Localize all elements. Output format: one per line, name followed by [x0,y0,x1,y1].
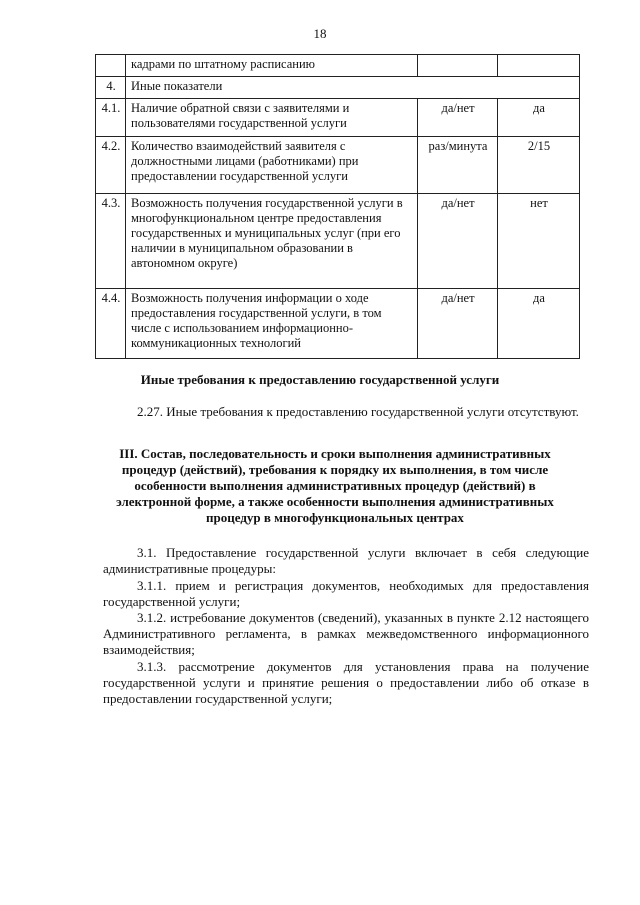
row-value: да [498,99,580,137]
row-unit [418,55,498,77]
row-value: да [498,289,580,359]
table-row [96,137,580,194]
row-unit: да/нет [418,289,498,359]
row-number: 4.3. [96,194,126,289]
row-unit: да/нет [418,99,498,137]
table-row [96,194,580,289]
paragraph-2-27: 2.27. Иные требования к предоставлению государственной услуги отсутствуют. [137,404,579,419]
paragraph-3-1-3: 3.1.3. рассмотрение документов для установления права на получение государственной услуги и принятие решения о предоставлении либо об отказе в предоставлении государственной услуги; [103,659,589,706]
table-row [96,99,580,137]
table-row [96,289,580,359]
row-text: Количество взаимодействий заявителя с должностными лицами (работниками) при предоставлении государственной услуги [126,137,418,194]
row-text: Возможность получения государственной услуги в многофункциональном центре предоставления государственных и муниципальных услуг (при его наличии в муниципальном образовании в автономном округе) [126,194,418,289]
row-value [498,55,580,77]
table-row [96,55,580,77]
row-number: 4.1. [96,99,126,137]
paragraph-3-1-1: 3.1.1. прием и регистрация документов, необходимых для предоставления государственной услуги; [103,578,589,609]
row-text: кадрами по штатному расписанию [126,55,418,77]
row-value: нет [498,194,580,289]
row-unit: раз/минута [418,137,498,194]
indicators-table [95,54,580,359]
subheading: Иные требования к предоставлению государственной услуги [140,372,500,387]
paragraph-3-1-2: 3.1.2. истребование документов (сведений), указанных в пункте 2.12 настоящего Административного регламента, в рамках межведомственного информационного взаимодействия; [103,610,589,657]
paragraph-3-1: 3.1. Предоставление государственной услуги включает в себя следующие административные процедуры: [103,545,589,576]
row-unit: да/нет [418,194,498,289]
row-number: 4. [96,77,126,99]
row-text: Наличие обратной связи с заявителями и пользователями государственной услуги [126,99,418,137]
row-number [96,55,126,77]
row-text: Возможность получения информации о ходе предоставления государственной услуги, в том числе с использованием информационно-коммуникационных технологий [126,289,418,359]
row-text: Иные показатели [126,77,580,99]
table-row [96,77,580,99]
row-number: 4.2. [96,137,126,194]
row-value: 2/15 [498,137,580,194]
section-heading: III. Состав, последовательность и сроки выполнения административных процедур (действий), требования к порядку их выполнения, в том числе особенности выполнения административных процедур (действий) в электронной форме, а также особенности выполнения административных процедур в многофункциональных центрах [116,446,554,525]
row-number: 4.4. [96,289,126,359]
page-number: 18 [313,26,327,41]
